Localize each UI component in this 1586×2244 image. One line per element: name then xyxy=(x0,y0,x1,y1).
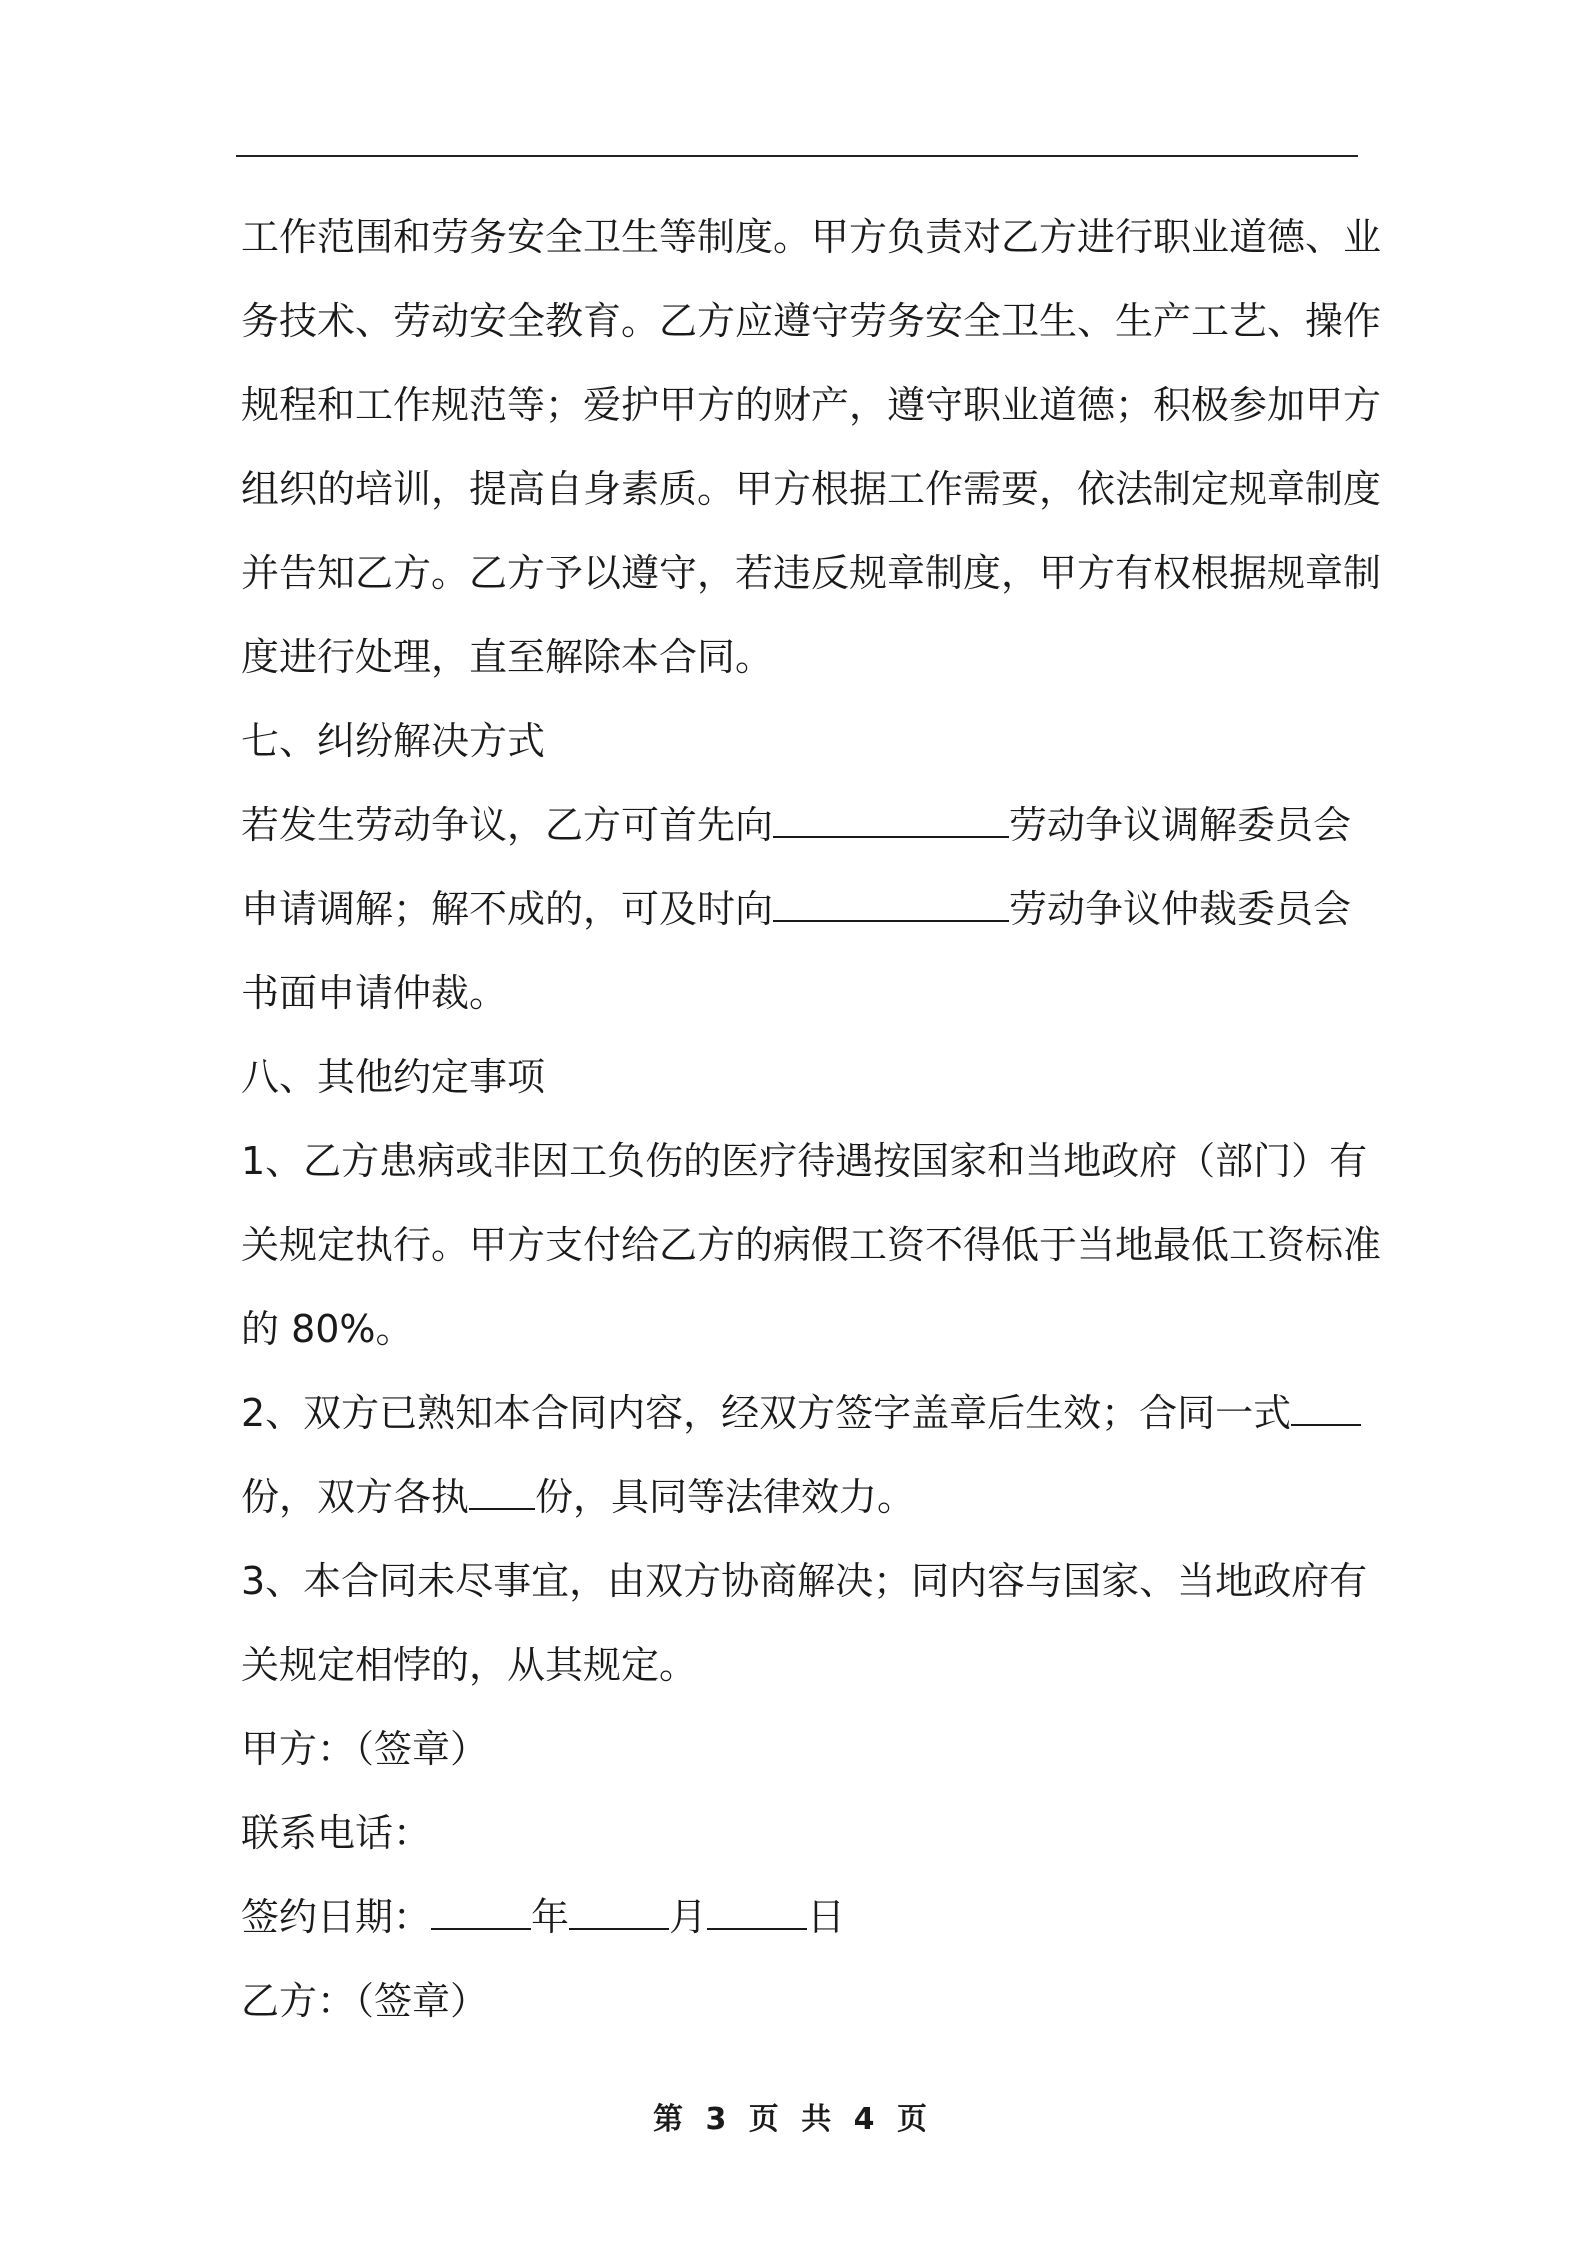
item1-line: 关规定执行。甲方支付给乙方的病假工资不得低于当地最低工资标准 xyxy=(241,1223,1382,1267)
item1-line: 的 80%。 xyxy=(241,1307,414,1351)
fill-in-blank xyxy=(773,792,1009,838)
contact-phone-label: 联系电话： xyxy=(241,1811,432,1855)
section-heading-7: 七、纠纷解决方式 xyxy=(241,719,546,763)
dispute-text: 申请调解；解不成的，可及时向 xyxy=(241,887,774,931)
item2-line-2 xyxy=(241,1463,1361,1547)
fill-in-blank xyxy=(469,1464,535,1510)
month-label: 月 xyxy=(669,1895,708,1939)
page-number: 第 3 页 共 4 页 xyxy=(653,2102,933,2137)
dispute-text: 劳动争议仲裁委员会 xyxy=(1009,887,1352,931)
document-body xyxy=(241,203,1382,2051)
dispute-text: 若发生劳动争议，乙方可首先向 xyxy=(241,803,774,847)
dispute-text: 劳动争议调解委员会 xyxy=(1009,803,1352,847)
item1-line: 1、乙方患病或非因工负伤的医疗待遇按国家和当地政府（部门）有 xyxy=(241,1139,1368,1183)
fill-in-blank xyxy=(707,1884,807,1930)
dispute-line-1 xyxy=(241,791,1361,875)
item2-text: 2、双方已熟知本合同内容，经双方签字盖章后生效；合同一式 xyxy=(241,1391,1292,1435)
fill-in-blank xyxy=(431,1884,531,1930)
section-heading-8: 八、其他约定事项 xyxy=(241,1055,546,1099)
paragraph-line: 组织的培训，提高自身素质。甲方根据工作需要，依法制定规章制度 xyxy=(241,467,1382,511)
item2-text: 份，双方各执 xyxy=(241,1475,470,1519)
paragraph-line: 度进行处理，直至解除本合同。 xyxy=(241,635,774,679)
party-b-signature: 乙方：（签章） xyxy=(241,1979,489,2023)
fill-in-blank xyxy=(1291,1380,1361,1426)
day-label: 日 xyxy=(807,1895,846,1939)
item2-line-1 xyxy=(241,1379,1361,1463)
paragraph-line: 工作范围和劳务安全卫生等制度。甲方负责对乙方进行职业道德、业 xyxy=(241,215,1382,259)
paragraph-line: 规程和工作规范等；爱护甲方的财产，遵守职业道德；积极参加甲方 xyxy=(241,383,1382,427)
dispute-line-2 xyxy=(241,875,1361,959)
header-rule xyxy=(236,155,1358,157)
dispute-line-3: 书面申请仲裁。 xyxy=(241,971,508,1015)
item3-line: 3、本合同未尽事宜，由双方协商解决；同内容与国家、当地政府有 xyxy=(241,1559,1368,1603)
paragraph-line: 并告知乙方。乙方予以遵守，若违反规章制度，甲方有权根据规章制 xyxy=(241,551,1382,595)
year-label: 年 xyxy=(531,1895,570,1939)
party-a-signature: 甲方：（签章） xyxy=(241,1727,489,1771)
fill-in-blank xyxy=(569,1884,669,1930)
sign-date-label: 签约日期： xyxy=(241,1895,432,1939)
item2-text: 份，具同等法律效力。 xyxy=(535,1475,916,1519)
item3-line: 关规定相悖的，从其规定。 xyxy=(241,1643,698,1687)
fill-in-blank xyxy=(773,876,1009,922)
sign-date-line xyxy=(241,1883,1361,1967)
paragraph-line: 务技术、劳动安全教育。乙方应遵守劳务安全卫生、生产工艺、操作 xyxy=(241,299,1382,343)
